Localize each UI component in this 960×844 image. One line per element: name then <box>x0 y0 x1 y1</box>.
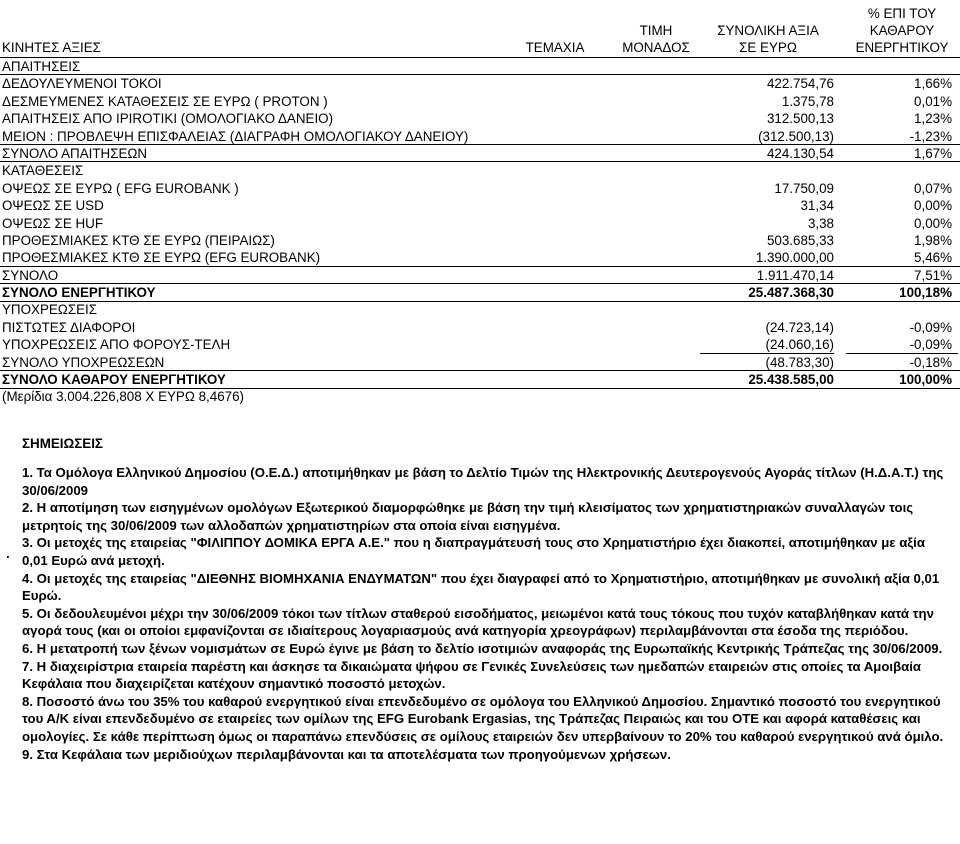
row-percent: -0,18% <box>909 354 952 370</box>
row-name: ΣΥΝΟΛΟ ΥΠΟΧΡΕΩΣΕΩΝ <box>2 354 165 370</box>
row-value: (24.060,16) <box>765 337 834 353</box>
header-percent-line2: ΚΑΘΑΡΟΥ <box>869 23 935 38</box>
table-row <box>0 336 960 353</box>
row-value: 424.130,54 <box>766 145 834 161</box>
row-name: ΣΥΝΟΛΟ ΑΠΑΙΤΗΣΕΩΝ <box>2 145 148 161</box>
cell-underline <box>846 144 958 145</box>
table-row <box>0 180 960 197</box>
row-name: ΠΡΟΘΕΣΜΙΑΚΕΣ ΚΤΘ ΣΕ ΕΥΡΩ (EFG EUROBANK) <box>2 250 321 266</box>
table-row <box>0 162 960 179</box>
row-name: (Μερίδια 3.004.226,808 Χ ΕΥΡΩ 8,4676) <box>2 389 245 405</box>
row-name: ΔΕΣΜΕΥΜΕΝΕΣ ΚΑΤΑΘΕΣΕΙΣ ΣΕ ΕΥΡΩ ( PROTON ) <box>2 93 328 109</box>
table-row <box>0 388 960 405</box>
row-percent: 0,00% <box>914 198 952 214</box>
row-value: 1.375,78 <box>781 93 834 109</box>
table-row <box>0 232 960 249</box>
row-underline <box>0 283 960 284</box>
row-percent: 1,67% <box>914 145 952 161</box>
header-percent <box>846 5 958 56</box>
row-value: 1.390.000,00 <box>755 250 834 266</box>
row-name: ΟΨΕΩΣ ΣΕ USD <box>2 198 104 214</box>
row-value: 503.685,33 <box>766 232 834 248</box>
note-item: 3. Οι μετοχές της εταιρείας "ΦΙΛΙΠΠΟΥ ΔΟΜΙΚΑ ΕΡΓΑ Α.Ε." που η διαπραγμάτευσή τους στο Χρηματιστήριο έχει διακοπεί, αποτιμήθηκαν με αξία 0,01 Ευρώ ανά μετοχή. <box>22 535 925 568</box>
row-value: 1.911.470,14 <box>756 267 834 283</box>
row-value: (24.723,14) <box>765 319 834 335</box>
row-percent: 100,18% <box>899 285 952 301</box>
row-name: ΥΠΟΧΡΕΩΣΕΙΣ ΑΠΟ ΦΟΡΟΥΣ-ΤΕΛΗ <box>2 337 231 353</box>
row-percent: 1,66% <box>914 76 952 92</box>
row-value: (312.500,13) <box>758 128 834 144</box>
cell-underline <box>700 144 834 145</box>
table-row <box>0 145 960 162</box>
row-percent: 100,00% <box>899 372 952 388</box>
row-underline <box>0 301 960 302</box>
row-name: ΟΨΕΩΣ ΣΕ HUF <box>2 215 103 231</box>
row-name: ΣΥΝΟΛΟ ΕΝΕΡΓΗΤΙΚΟΥ <box>2 285 156 301</box>
stray-mark: . <box>6 546 10 561</box>
header-unit-price-line1: ΤΙΜΗ <box>639 23 673 38</box>
row-value: 25.438.585,00 <box>748 372 834 388</box>
note-item: 2. Η αποτίμηση των εισηγμένων ομολόγων Εξωτερικού διαμορφώθηκε με βάση την τιμή κλεισίματος των χρηματιστηριακών συναλλαγών τοις μετρητοίς της 30/06/2009 των αλλοδαπών χρηματιστηρίων στα οποία είναι εισηγμένα. <box>22 500 914 533</box>
row-percent: 1,23% <box>914 111 952 127</box>
table-row <box>0 197 960 214</box>
table-row <box>0 319 960 336</box>
table-row <box>0 284 960 301</box>
row-percent: -1,23% <box>909 128 952 144</box>
row-name: ΑΠΑΙΤΗΣΕΙΣ ΑΠΟ IPIROTIKI (ΟΜΟΛΟΓΙΑΚΟ ΔΑΝΕΙΟ) <box>2 111 334 127</box>
row-underline <box>0 370 960 371</box>
header-total-value-line2: ΣΕ ΕΥΡΩ <box>739 40 797 55</box>
row-percent: -0,09% <box>909 319 952 335</box>
row-percent: 0,07% <box>914 180 952 196</box>
row-name: ΠΙΣΤΩΤΕΣ ΔΙΑΦΟΡΟΙ <box>2 319 136 335</box>
row-name: ΟΨΕΩΣ ΣΕ ΕΥΡΩ ( EFG EUROBANK ) <box>2 180 239 196</box>
header-percent-line3: ΕΝΕΡΓΗΤΙΚΟΥ <box>855 40 949 55</box>
table-row <box>0 354 960 371</box>
header-unit-price-line2: ΜΟΝΑΔΟΣ <box>622 40 690 55</box>
cell-underline <box>700 266 834 267</box>
header-unit-price <box>612 22 700 56</box>
header-quantity: ΤΕΜΑΧΙΑ <box>525 40 585 55</box>
note-item: 1. Τα Ομόλογα Ελληνικού Δημοσίου (Ο.Ε.Δ.) αποτιμήθηκαν με βάση το Δελτίο Τιμών της Ηλεκτρονικής Δευτερογενούς Αγοράς τίτλων (Η.Δ.Α.Τ.) της 30/06/2009 <box>22 465 944 498</box>
cell-underline <box>846 353 958 354</box>
table-row <box>0 215 960 232</box>
table-header <box>0 0 960 56</box>
note-item: 4. Οι μετοχές της εταιρείας "ΔΙΕΘΝΗΣ ΒΙΟΜΗΧΑΝΙΑ ΕΝΔΥΜΑΤΩΝ" που έχει διαγραφεί από το Χρηματιστήριο, αποτιμήθηκαν με συνολική αξία 0,01 Ευρώ. <box>22 570 940 604</box>
row-value: 31,34 <box>800 198 834 214</box>
row-underline <box>0 388 960 389</box>
table-row <box>0 93 960 110</box>
cell-underline <box>846 266 958 267</box>
row-underline <box>0 161 960 162</box>
row-value: 17.750,09 <box>774 180 834 196</box>
cell-underline <box>700 353 834 354</box>
row-value: 312.500,13 <box>766 111 834 127</box>
row-name: ΥΠΟΧΡΕΩΣΕΙΣ <box>2 302 98 318</box>
row-name: ΜΕΙΟΝ : ΠΡΟΒΛΕΨΗ ΕΠΙΣΦΑΛΕΙΑΣ (ΔΙΑΓΡΑΦΗ ΟΜΟΛΟΓΙΑΚΟΥ ΔΑΝΕΙΟΥ) <box>2 128 469 144</box>
header-name: ΚΙΝΗΤΕΣ ΑΞΙΕΣ <box>2 40 101 55</box>
notes-list <box>22 464 954 763</box>
row-percent: 5,46% <box>914 250 952 266</box>
row-value: 422.754,76 <box>766 76 834 92</box>
row-percent: -0,09% <box>909 337 952 353</box>
table-row <box>0 110 960 127</box>
note-item: 5. Οι δεδουλευμένοι μέχρι την 30/06/2009 τόκοι των τίτλων σταθερού εισοδήματος, μειωμένοι κατά τους τόκους που τυχόν καταβλήθηκαν κατά την αγορά τους (και οι οποίοι εμφανίζονται σε ιδιαίτερους λογαριασμούς ανά κατηγορία χρεογράφων) περιλαμβάνονται στα έσοδα της περιόδου. <box>22 605 934 639</box>
row-percent: 7,51% <box>914 267 952 283</box>
table-row <box>0 371 960 388</box>
table-row <box>0 58 960 75</box>
note-item: 6. Η μετατροπή των ξένων νομισμάτων σε Ευρώ έγινε με βάση το δελτίο ισοτιμιών αναφοράς της Ευρωπαϊκής Κεντρικής Τράπεζας της 30/06/2009. <box>22 640 943 656</box>
table-row <box>0 128 960 145</box>
row-value: 25.487.368,30 <box>748 285 834 301</box>
table-row <box>0 267 960 284</box>
note-item: 9. Στα Κεφάλαια των μεριδιούχων περιλαμβάνονται και τα αποτελέσματα των προηγούμενων χρήσεων. <box>22 746 671 762</box>
row-underline <box>0 74 960 75</box>
row-percent: 1,98% <box>914 232 952 248</box>
row-name: ΑΠΑΙΤΗΣΕΙΣ <box>2 59 81 74</box>
header-total-value <box>704 22 832 56</box>
notes-title: ΣΗΜΕΙΩΣΕΙΣ <box>22 436 103 451</box>
row-name: ΣΥΝΟΛΟ <box>2 267 59 283</box>
table-row <box>0 75 960 92</box>
note-item: 8. Ποσοστό άνω του 35% του καθαρού ενεργητικού είναι επενδεδυμένο σε ομόλογα του Ελληνικού Δημοσίου. Σημαντικό ποσοστό του ενεργητικού του Α/Κ είναι επενδεδυμένο σε εταιρείες των ομίλων της EFG Eurobank Ergasias, της Τράπεζας Πειραιώς και του ΟΤΕ και αφορά καταθέσεις και ομολογίες. Σε κάθε περίπτωση όμως οι παραπάνω επενδύσεις σε ομίλους εταιρειών δεν υπερβαίνουν το 20% του καθαρού ενεργητικού ανά όμιλο. <box>22 693 944 744</box>
table-row <box>0 249 960 266</box>
note-item: 7. Η διαχειρίστρια εταιρεία παρέστη και άσκησε τα δικαιώματα ψήφου σε Γενικές Συνελεύσεις των ημεδαπών εταιρειών στις οποίες τα Αμοιβαία Κεφάλαια που διαχειρίζεται κατέχουν σημαντικό ποσοστό μετοχών. <box>22 658 922 692</box>
header-percent-line1: % ΕΠΙ ΤΟΥ <box>867 6 937 21</box>
row-name: ΚΑΤΑΘΕΣΕΙΣ <box>2 163 84 179</box>
row-name: ΣΥΝΟΛΟ ΚΑΘΑΡΟΥ ΕΝΕΡΓΗΤΙΚΟΥ <box>2 372 226 388</box>
row-percent: 0,00% <box>914 215 952 231</box>
header-total-value-line1: ΣΥΝΟΛΙΚΗ ΑΞΙΑ <box>717 23 819 38</box>
table-row <box>0 301 960 318</box>
row-percent: 0,01% <box>914 93 952 109</box>
row-value: (48.783,30) <box>765 354 834 370</box>
row-name: ΠΡΟΘΕΣΜΙΑΚΕΣ ΚΤΘ ΣΕ ΕΥΡΩ (ΠΕΙΡΑΙΩΣ) <box>2 232 275 248</box>
row-value: 3,38 <box>807 215 834 231</box>
row-name: ΔΕΔΟΥΛΕΥΜΕΝΟΙ ΤΟΚΟΙ <box>2 76 162 92</box>
